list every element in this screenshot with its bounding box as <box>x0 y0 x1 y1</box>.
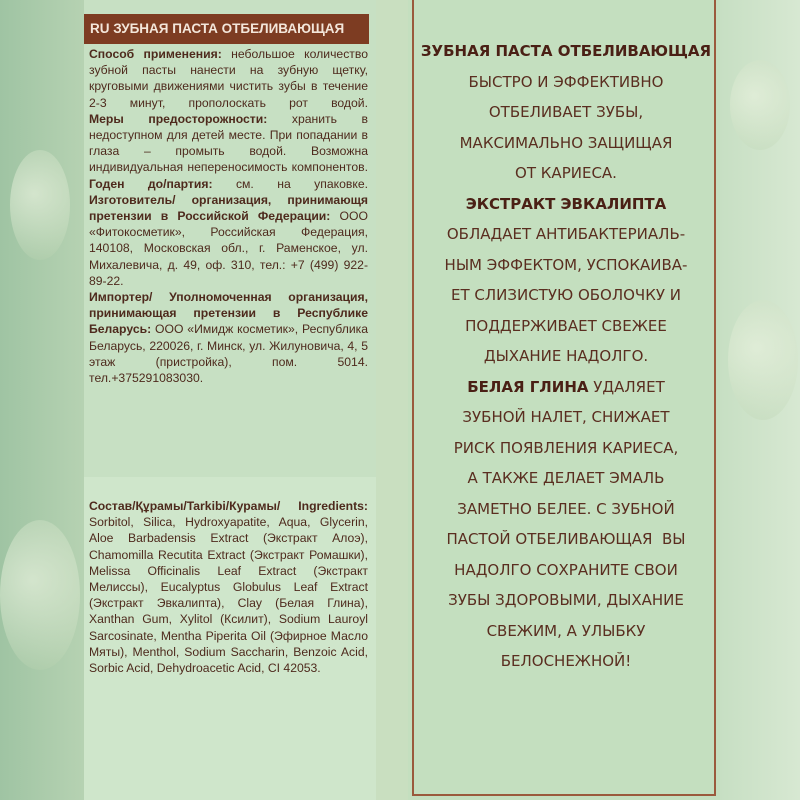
leaf-decoration <box>10 150 70 260</box>
description-line: НЫМ ЭФФЕКТОМ, УСПОКАИВА- <box>444 255 688 274</box>
description-line: НАДОЛГО СОХРАНИТЕ СВОИ <box>454 560 678 579</box>
white-clay-heading: БЕЛАЯ ГЛИНА <box>467 377 589 396</box>
importer-label: Импортер/ Уполномоченная организация, принимающая претензии в Республике Беларусь: <box>89 290 368 337</box>
leaf-decoration <box>728 300 798 420</box>
eucalyptus-heading: ЭКСТРАКТ ЭВКАЛИПТА <box>465 194 667 213</box>
precautions-text: хранить в недоступном для детей месте. При попадании в глаза – промыть водой. Возможна индивидуальная непереносимость компонентов. <box>89 111 369 175</box>
leaf-decoration <box>0 520 80 670</box>
usage-info-block <box>89 46 368 386</box>
description-line: РИСК ПОЯВЛЕНИЯ КАРИЕСА, <box>453 438 679 457</box>
description-line: БЕЛОСНЕЖНОЙ! <box>500 652 632 670</box>
ingredients-label: Состав/Құрамы/Tarkibi/Курамы/ Ingredients: <box>89 499 368 513</box>
precautions-label: Меры предосторожности: <box>89 111 268 126</box>
description-line: ДЫХАНИЕ НАДОЛГО. <box>483 347 649 365</box>
description-line: УДАЛЯЕТ <box>593 377 665 396</box>
description-line: ОТ КАРИЕСА. <box>515 164 617 182</box>
background-left-strip <box>0 0 84 800</box>
description-line: ЗУБНОЙ НАЛЕТ, СНИЖАЕТ <box>462 408 670 426</box>
description-line: А ТАКЖЕ ДЕЛАЕТ ЭМАЛЬ <box>467 469 665 487</box>
description-line: ПОДДЕРЖИВАЕТ СВЕЖЕЕ <box>465 316 667 335</box>
usage-text: небольшое количество зубной пасты нанести на зубную щетку, круговыми движениями чистить зубы в течение 2-3 минут, прополоскать рот водой. <box>89 47 368 110</box>
product-title: ЗУБНАЯ ПАСТА ОТБЕЛИВАЮЩАЯ <box>420 42 712 60</box>
description-line: БЫСТРО И ЭФФЕКТИВНО <box>468 72 664 91</box>
description-line: ЗАМЕТНО БЕЛЕЕ. С ЗУБНОЙ <box>457 499 675 518</box>
leaf-decoration <box>730 60 790 150</box>
importer-text: ООО «Имидж косметик», Республика Беларусь, 220026, г. Минск, ул. Жилуновича, 4, 5 этаж (пристройка), пом. 5014. тел.+375291083030. <box>89 322 369 386</box>
ingredients-block <box>89 498 368 676</box>
expiry-text: см. на упаковке. <box>235 176 369 191</box>
usage-label: Способ применения: <box>89 47 222 61</box>
description-line: СВЕЖИМ, А УЛЫБКУ <box>486 621 646 640</box>
ru-header: RU ЗУБНАЯ ПАСТА ОТБЕЛИВАЮЩАЯ <box>84 14 369 44</box>
manufacturer-label: Изготовитель/ организация, принимающя претензии в Российской Федерации: <box>89 192 368 224</box>
manufacturer-text: ООО «Фитокосметик», Российская Федерация, 140108, Московская обл., г. Раменское, ул. Михалевича, д. 49, оф. 310, тел.: +7 (499) 922-89-22. <box>89 209 368 288</box>
description-line: МАКСИМАЛЬНО ЗАЩИЩАЯ <box>459 133 673 152</box>
description-block <box>418 36 714 677</box>
description-line: ЕТ СЛИЗИСТУЮ ОБОЛОЧКУ И <box>450 286 681 304</box>
ingredients-text: Sorbitol, Silica, Hydroxyapatite, Aqua, Glycerin, Aloe Barbadensis Extract (Экстракт Алоэ), Chamomilla Recutita Extract (Экстракт Ромашки), Melissa Officinalis Leaf Extract (Экстракт Мелиссы), Eucalyptus Globulus Leaf Extract (Экстракт Эвкалипта), Clay (Белая Глина), Xanthan Gum, Xylitol (Ксилит), Sodium Lauroyl Sarcosinate, Mentha Piperita Oil (Эфирное Масло Мяты), Menthol, Sodium Saccharin, Benzoic Acid, Sorbic Acid, Dehydroacetic Acid, CI 42053. <box>89 515 368 676</box>
description-line: ПАСТОЙ ОТБЕЛИВАЮЩАЯ ВЫ <box>446 530 686 548</box>
expiry-label: Годен до/партия: <box>89 176 213 191</box>
background-right-strip <box>720 0 800 800</box>
description-line: ЗУБЫ ЗДОРОВЫМИ, ДЫХАНИЕ <box>448 591 684 609</box>
description-line: ОТБЕЛИВАЕТ ЗУБЫ, <box>488 103 644 121</box>
description-line: ОБЛАДАЕТ АНТИБАКТЕРИАЛЬ- <box>446 225 686 243</box>
